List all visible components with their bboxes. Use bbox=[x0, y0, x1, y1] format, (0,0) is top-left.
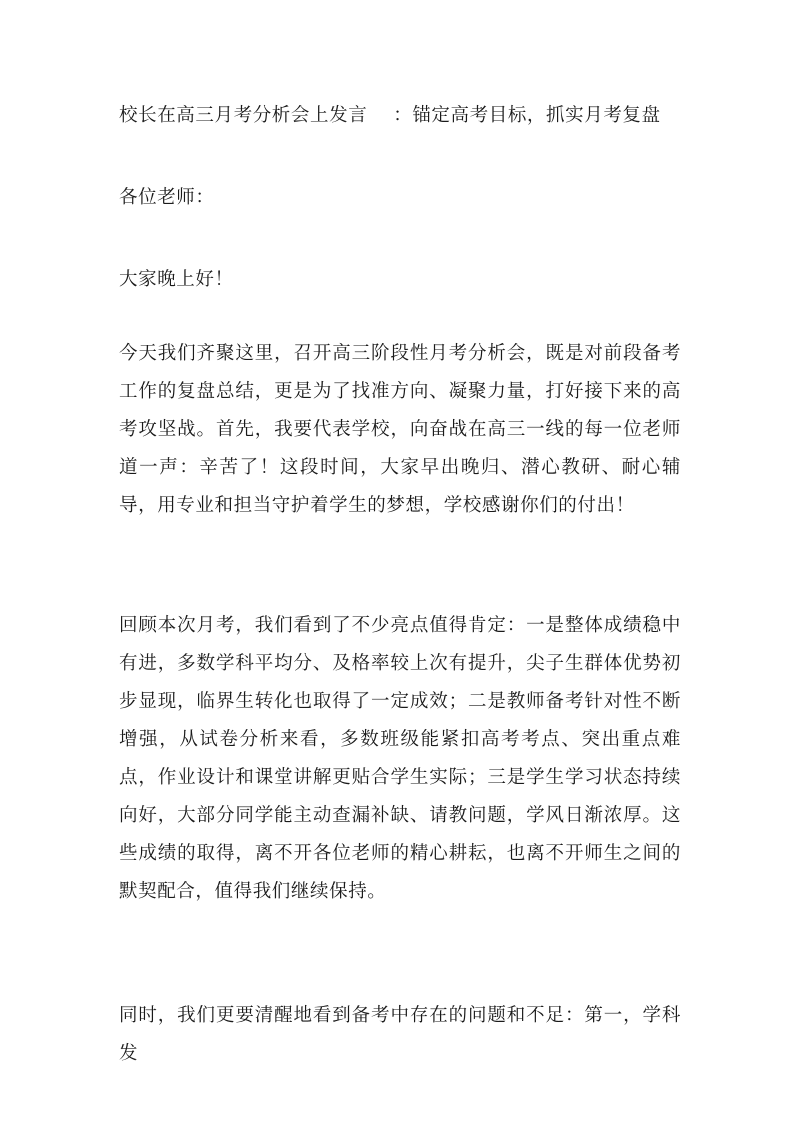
paragraph-review: 回顾本次月考，我们看到了不少亮点值得肯定：一是整体成绩稳中有进，多数学科平均分、及格率较上次有提升，尖子生群体优势初步显现，临界生转化也取得了一定成效；二是教师备考针对性不断增强，从试卷分析来看，多数班级能紧扣高考考点、突出重点难点，作业设计和课堂讲解更贴合学生实际；三是学生学习状态持续向好，大部分同学能主动查漏补缺、请教问题，学风日渐浓厚。这些成绩的取得，离不开各位老师的精心耕耘，也离不开师生之间的默契配合，值得我们继续保持。 bbox=[119, 615, 681, 902]
paragraph-opening: 今天我们齐聚这里，召开高三阶段性月考分析会，既是对前段备考工作的复盘总结，更是为了找准方向、凝聚力量，打好接下来的高考攻坚战。首先，我要代表学校，向奋战在高三一线的每一位老师道一声：辛苦了！这段时间，大家早出晚归、潜心教研、耐心辅导，用专业和担当守护着学生的梦想，学校感谢你们的付出！ bbox=[119, 343, 681, 516]
document-title: 校长在高三月考分析会上发言 ：锚定高考目标，抓实月考复盘 bbox=[119, 105, 661, 126]
greeting: 大家晚上好！ bbox=[119, 269, 234, 290]
paragraph-problems: 同时，我们更要清醒地看到备考中存在的问题和不足：第一，学科发 bbox=[119, 1005, 681, 1064]
salutation: 各位老师： bbox=[119, 187, 215, 208]
